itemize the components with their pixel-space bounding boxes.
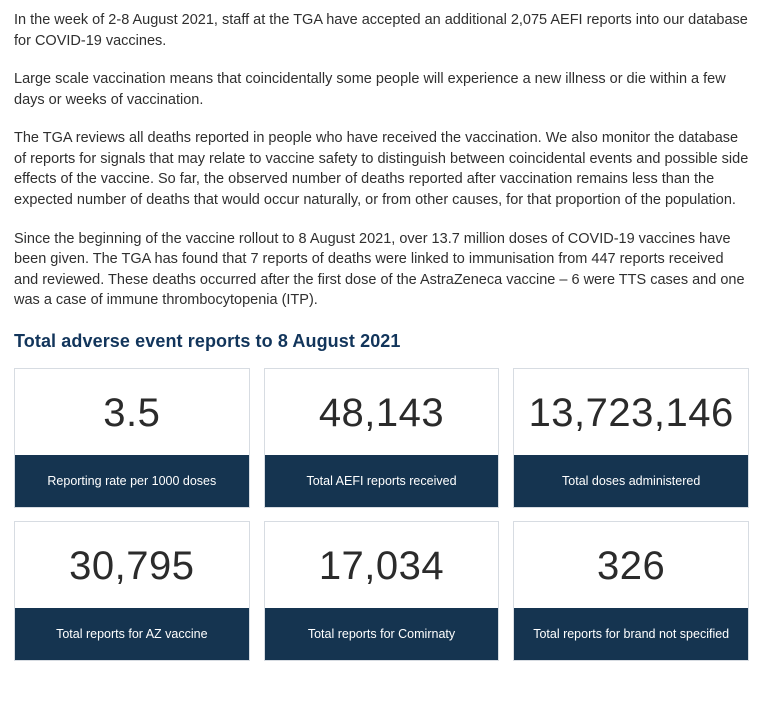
- paragraph-death-review: The TGA reviews all deaths reported in people who have received the vaccination. We also monitor the database of reports for signals that may relate to vaccine safety to distinguish between coincidental events and possible side effects of the vaccine. So far, the observed number of deaths reported after vaccination remains less than the expected number of deaths that would occur naturally, or from other causes, for that proportion of the population.: [14, 130, 749, 209]
- stat-label: Total reports for Comirnaty: [265, 608, 499, 660]
- stat-card-comirnaty-reports: [264, 521, 500, 661]
- stat-label: Total doses administered: [514, 455, 748, 507]
- stat-value: 3.5: [103, 390, 161, 435]
- stat-card-total-doses: [513, 368, 749, 508]
- stat-value: 17,034: [318, 543, 445, 588]
- stat-label: Total reports for brand not specified: [514, 608, 748, 660]
- stat-value: 30,795: [69, 543, 195, 588]
- stat-label: Total reports for AZ vaccine: [15, 608, 249, 660]
- page-title: Total adverse event reports to 8 August 2021: [14, 330, 401, 351]
- stat-label: Reporting rate per 1000 doses: [15, 455, 249, 507]
- stat-card-az-reports: [14, 521, 250, 661]
- stat-label: Total AEFI reports received: [265, 455, 499, 507]
- paragraph-weekly-summary: In the week of 2-8 August 2021, staff at the TGA have accepted an additional 2,075 AEFI reports into our database for COVID-19 vaccines.: [14, 12, 748, 49]
- stat-card-total-aefi-reports: [264, 368, 500, 508]
- paragraph-coincidence: Large scale vaccination means that coincidentally some people will experience a new illness or die within a few days or weeks of vaccination.: [14, 71, 726, 108]
- statistics-grid: [14, 368, 749, 661]
- stat-card-brand-not-specified: [513, 521, 749, 661]
- stat-value: 326: [597, 543, 666, 588]
- stat-card-reporting-rate: [14, 368, 250, 508]
- paragraph-rollout-totals: Since the beginning of the vaccine rollout to 8 August 2021, over 13.7 million doses of COVID-19 vaccines have been given. The TGA has found that 7 reports of deaths were linked to immunisation from 447 reports received and reviewed. These deaths occurred after the first dose of the AstraZeneca vaccine – 6 were TTS cases and one was a case of immune thrombocytopenia (ITP).: [14, 230, 745, 309]
- stat-value: 48,143: [318, 390, 445, 435]
- stat-value: 13,723,146: [528, 390, 734, 435]
